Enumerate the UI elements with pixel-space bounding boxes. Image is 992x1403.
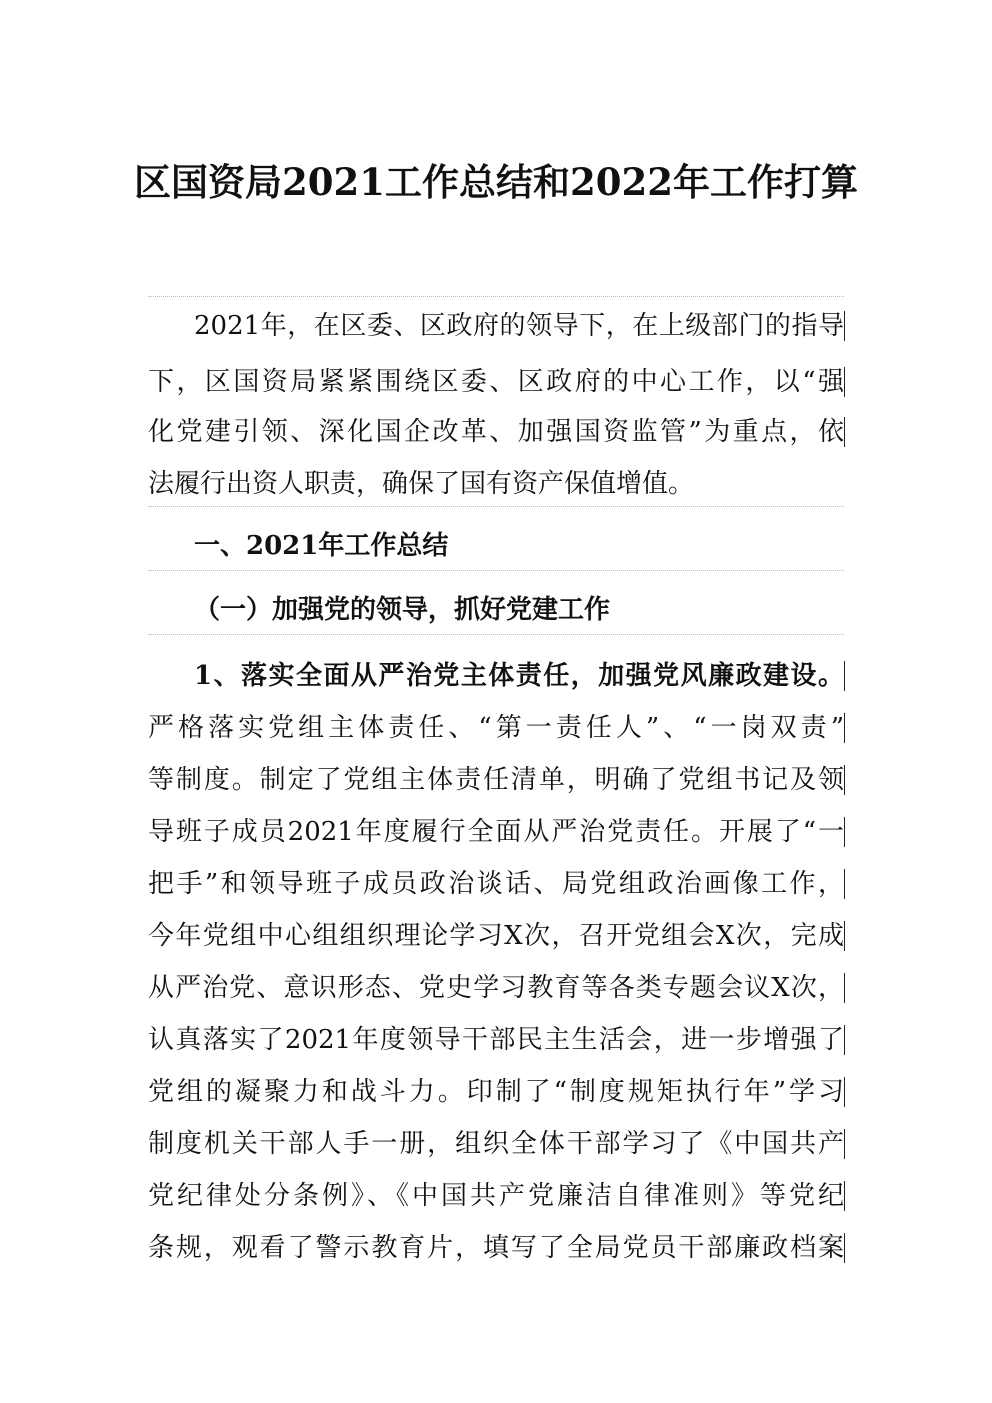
item-line: 等制度。制定了党组主体责任清单，明确了党组书记及领 [148,765,844,795]
item-line: 党组的凝聚力和战斗力。印制了“制度规矩执行年”学习 [148,1077,844,1107]
subsection-heading: （一）加强党的领导，抓好党建工作 [194,595,611,625]
intro-line: 法履行出资人职责，确保了国有资产保值增值。 [148,469,695,499]
section-heading: 一、2021年工作总结 [194,531,449,561]
margin-bar [844,311,845,341]
margin-bar [844,1181,845,1211]
margin-bar [844,367,845,397]
item-line: 认真落实了2021年度领导干部民主生活会，进一步增强了 [148,1025,844,1055]
item-line: 严格落实党组主体责任、“第一责任人”、“一岗双责” [148,713,844,743]
item-line: 1、落实全面从严治党主体责任，加强党风廉政建设。 [194,661,844,691]
margin-bar [844,817,845,847]
item-line: 导班子成员2021年度履行全面从严治党责任。开展了“一 [148,817,844,847]
item-line: 今年党组中心组组织理论学习X次，召开党组会X次，完成 [148,921,844,951]
margin-bar [844,921,845,951]
intro-line: 化党建引领、深化国企改革、加强国资监管”为重点，依 [148,417,844,447]
item-line: 把手”和领导班子成员政治谈话、局党组政治画像工作， [148,869,844,899]
document-title: 区国资局2021工作总结和2022年工作打算 [134,160,858,204]
margin-bar [844,1129,845,1159]
margin-bar [844,869,845,899]
margin-bar [844,765,845,795]
intro-line: 2021年，在区委、区政府的领导下，在上级部门的指导 [194,311,844,341]
margin-bar [844,661,845,691]
margin-bar [844,417,845,447]
intro-line: 下，区国资局紧紧围绕区委、区政府的中心工作，以“强 [148,367,844,397]
margin-bar [844,1233,845,1263]
margin-bar [844,1077,845,1107]
item-line: 条规，观看了警示教育片，填写了全局党员干部廉政档案 [148,1233,844,1263]
margin-bar [844,713,845,743]
divider [148,506,844,507]
item-line: 从严治党、意识形态、党史学习教育等各类专题会议X次， [148,973,844,1003]
divider [148,296,844,297]
item-line: 制度机关干部人手一册，组织全体干部学习了《中国共产 [148,1129,844,1159]
divider [148,634,844,635]
margin-bar [844,973,845,1003]
divider [148,570,844,571]
item-line: 党纪律处分条例》、《中国共产党廉洁自律准则》等党纪 [148,1181,844,1211]
margin-bar [844,1025,845,1055]
